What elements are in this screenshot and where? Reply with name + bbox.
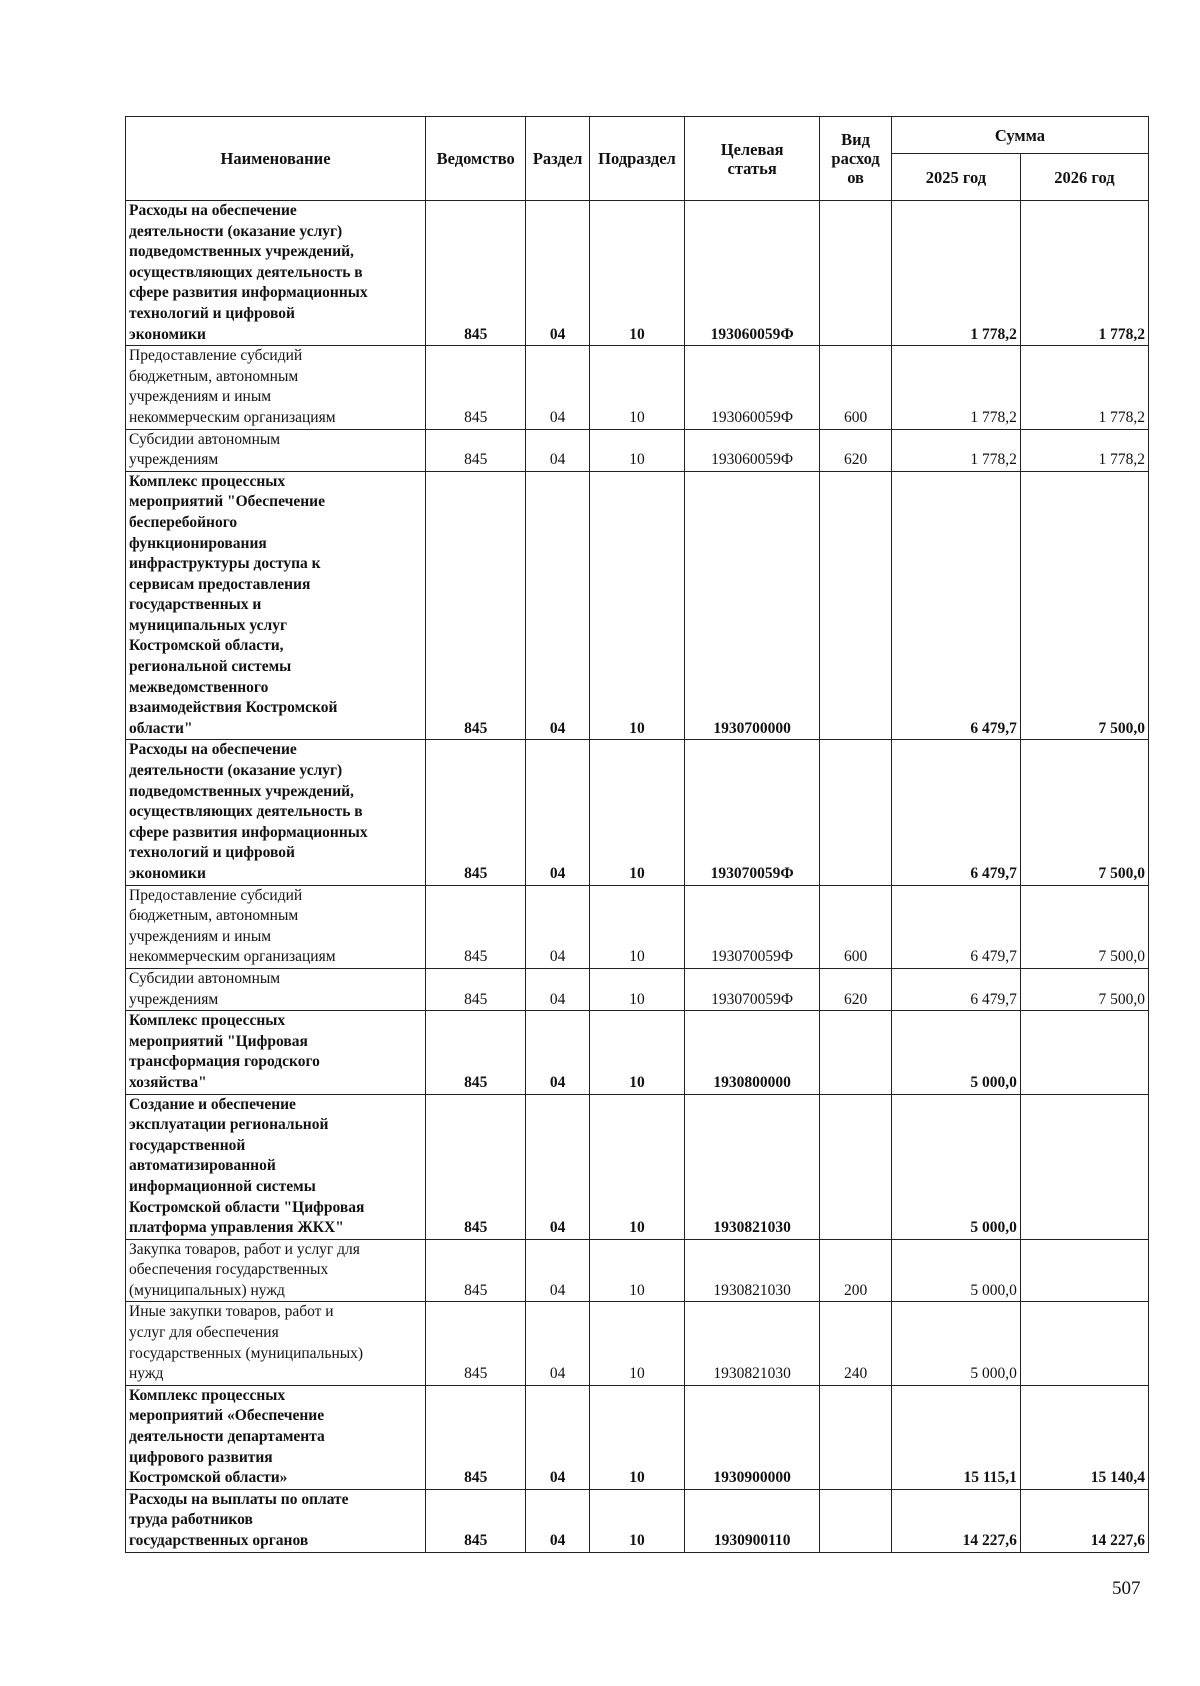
cell-target-article: 193070059Ф: [685, 885, 820, 968]
cell-department: 845: [426, 968, 526, 1010]
cell-expense-type: [820, 201, 892, 346]
header-section: Раздел: [526, 117, 589, 201]
cell-department: 845: [426, 1489, 526, 1552]
cell-section: 04: [526, 1385, 589, 1489]
cell-expense-type: [820, 1489, 892, 1552]
cell-subsection: 10: [589, 1094, 684, 1239]
cell-name: Субсидии автономным учреждениям: [126, 429, 426, 471]
page-number: 507: [1112, 1578, 1141, 1599]
cell-subsection: 10: [589, 1385, 684, 1489]
cell-expense-type: [820, 1385, 892, 1489]
cell-section: 04: [526, 201, 589, 346]
cell-sum-2026: 1 778,2: [1020, 346, 1148, 429]
header-year-2025: 2025 год: [891, 154, 1020, 201]
cell-target-article: 193060059Ф: [685, 429, 820, 471]
table-row: [126, 1385, 1149, 1489]
cell-sum-2025: 5 000,0: [891, 1011, 1020, 1094]
cell-department: 845: [426, 471, 526, 740]
cell-sum-2026: 7 500,0: [1020, 471, 1148, 740]
cell-name: Расходы на обеспечение деятельности (оказание услуг) подведомственных учреждений, осуществляющих деятельность в сфере развития информационных технологий и цифровой экономики: [126, 201, 426, 346]
cell-sum-2026: [1020, 1302, 1148, 1385]
cell-sum-2025: 5 000,0: [891, 1094, 1020, 1239]
cell-sum-2025: 15 115,1: [891, 1385, 1020, 1489]
cell-sum-2025: 6 479,7: [891, 885, 1020, 968]
cell-section: 04: [526, 1489, 589, 1552]
table-row: [126, 201, 1149, 346]
cell-department: 845: [426, 1302, 526, 1385]
cell-section: 04: [526, 346, 589, 429]
cell-sum-2025: 1 778,2: [891, 346, 1020, 429]
table-row: [126, 346, 1149, 429]
header-department: Ведомство: [426, 117, 526, 201]
cell-name: Предоставление субсидий бюджетным, автономным учреждениям и иным некоммерческим организациям: [126, 346, 426, 429]
cell-subsection: 10: [589, 740, 684, 885]
table-row: [126, 1302, 1149, 1385]
cell-section: 04: [526, 885, 589, 968]
cell-department: 845: [426, 201, 526, 346]
cell-target-article: 1930900000: [685, 1385, 820, 1489]
cell-department: 845: [426, 1385, 526, 1489]
cell-sum-2025: 1 778,2: [891, 201, 1020, 346]
cell-target-article: 1930821030: [685, 1094, 820, 1239]
cell-name: Комплекс процессных мероприятий "Обеспечение бесперебойного функционирования инфраструктуры доступа к сервисам предоставления государственных и муниципальных услуг Костромской области, региональной системы межведомственного взаимодействия Костромской области": [126, 471, 426, 740]
cell-department: 845: [426, 740, 526, 885]
cell-subsection: 10: [589, 471, 684, 740]
cell-expense-type: 240: [820, 1302, 892, 1385]
table-row: [126, 1239, 1149, 1302]
cell-expense-type: 200: [820, 1239, 892, 1302]
cell-target-article: 1930900110: [685, 1489, 820, 1552]
cell-department: 845: [426, 1239, 526, 1302]
cell-section: 04: [526, 1094, 589, 1239]
cell-expense-type: [820, 1094, 892, 1239]
cell-name: Комплекс процессных мероприятий "Цифровая трансформация городского хозяйства": [126, 1011, 426, 1094]
cell-sum-2025: 5 000,0: [891, 1239, 1020, 1302]
cell-sum-2025: 1 778,2: [891, 429, 1020, 471]
cell-sum-2025: 6 479,7: [891, 740, 1020, 885]
cell-target-article: 193060059Ф: [685, 201, 820, 346]
cell-sum-2025: 5 000,0: [891, 1302, 1020, 1385]
budget-table: [125, 116, 1149, 1553]
cell-sum-2026: 7 500,0: [1020, 740, 1148, 885]
table-row: [126, 471, 1149, 740]
cell-sum-2025: 6 479,7: [891, 968, 1020, 1010]
cell-section: 04: [526, 1011, 589, 1094]
cell-section: 04: [526, 1302, 589, 1385]
table-row: [126, 740, 1149, 885]
cell-subsection: 10: [589, 1239, 684, 1302]
cell-subsection: 10: [589, 1489, 684, 1552]
cell-name: Расходы на выплаты по оплате труда работников государственных органов: [126, 1489, 426, 1552]
cell-subsection: 10: [589, 968, 684, 1010]
cell-sum-2025: 6 479,7: [891, 471, 1020, 740]
cell-section: 04: [526, 1239, 589, 1302]
cell-expense-type: 620: [820, 429, 892, 471]
cell-target-article: 1930821030: [685, 1302, 820, 1385]
cell-expense-type: 600: [820, 346, 892, 429]
cell-department: 845: [426, 429, 526, 471]
table-row: [126, 1489, 1149, 1552]
cell-target-article: 1930800000: [685, 1011, 820, 1094]
cell-target-article: 193070059Ф: [685, 968, 820, 1010]
cell-sum-2025: 14 227,6: [891, 1489, 1020, 1552]
cell-expense-type: [820, 1011, 892, 1094]
cell-expense-type: 600: [820, 885, 892, 968]
cell-department: 845: [426, 885, 526, 968]
cell-expense-type: [820, 740, 892, 885]
cell-section: 04: [526, 429, 589, 471]
cell-name: Создание и обеспечение эксплуатации региональной государственной автоматизированной информационной системы Костромской области "Цифровая платформа управления ЖКХ": [126, 1094, 426, 1239]
cell-section: 04: [526, 740, 589, 885]
table-row: [126, 885, 1149, 968]
table-row: [126, 1094, 1149, 1239]
cell-sum-2026: 7 500,0: [1020, 885, 1148, 968]
cell-department: 845: [426, 1011, 526, 1094]
cell-name: Закупка товаров, работ и услуг для обеспечения государственных (муниципальных) нужд: [126, 1239, 426, 1302]
cell-name: Предоставление субсидий бюджетным, автономным учреждениям и иным некоммерческим организациям: [126, 885, 426, 968]
cell-target-article: 193060059Ф: [685, 346, 820, 429]
cell-sum-2026: [1020, 1239, 1148, 1302]
header-subsection: Подраздел: [589, 117, 684, 201]
header-sum: Сумма: [891, 117, 1148, 154]
cell-sum-2026: 14 227,6: [1020, 1489, 1148, 1552]
table-row: [126, 429, 1149, 471]
cell-section: 04: [526, 968, 589, 1010]
cell-department: 845: [426, 346, 526, 429]
cell-target-article: 193070059Ф: [685, 740, 820, 885]
cell-name: Субсидии автономным учреждениям: [126, 968, 426, 1010]
header-year-2026: 2026 год: [1020, 154, 1148, 201]
cell-section: 04: [526, 471, 589, 740]
table-row: [126, 968, 1149, 1010]
cell-sum-2026: [1020, 1094, 1148, 1239]
cell-subsection: 10: [589, 1011, 684, 1094]
cell-name: Комплекс процессных мероприятий «Обеспечение деятельности департамента цифрового развития Костромской области»: [126, 1385, 426, 1489]
cell-name: Иные закупки товаров, работ и услуг для обеспечения государственных (муниципальных) нужд: [126, 1302, 426, 1385]
cell-sum-2026: 1 778,2: [1020, 201, 1148, 346]
header-name: Наименование: [126, 117, 426, 201]
cell-sum-2026: 15 140,4: [1020, 1385, 1148, 1489]
cell-expense-type: [820, 471, 892, 740]
cell-subsection: 10: [589, 201, 684, 346]
cell-subsection: 10: [589, 346, 684, 429]
cell-sum-2026: [1020, 1011, 1148, 1094]
cell-target-article: 1930821030: [685, 1239, 820, 1302]
header-target-article: Целевая статья: [685, 117, 820, 201]
cell-sum-2026: 1 778,2: [1020, 429, 1148, 471]
cell-sum-2026: 7 500,0: [1020, 968, 1148, 1010]
cell-expense-type: 620: [820, 968, 892, 1010]
table-header: [126, 117, 1149, 201]
cell-department: 845: [426, 1094, 526, 1239]
cell-subsection: 10: [589, 885, 684, 968]
table-row: [126, 1011, 1149, 1094]
header-expense-type: Вид расход ов: [820, 117, 892, 201]
cell-name: Расходы на обеспечение деятельности (оказание услуг) подведомственных учреждений, осуществляющих деятельность в сфере развития информационных технологий и цифровой экономики: [126, 740, 426, 885]
cell-subsection: 10: [589, 429, 684, 471]
cell-subsection: 10: [589, 1302, 684, 1385]
table-body: [126, 201, 1149, 1553]
cell-target-article: 1930700000: [685, 471, 820, 740]
